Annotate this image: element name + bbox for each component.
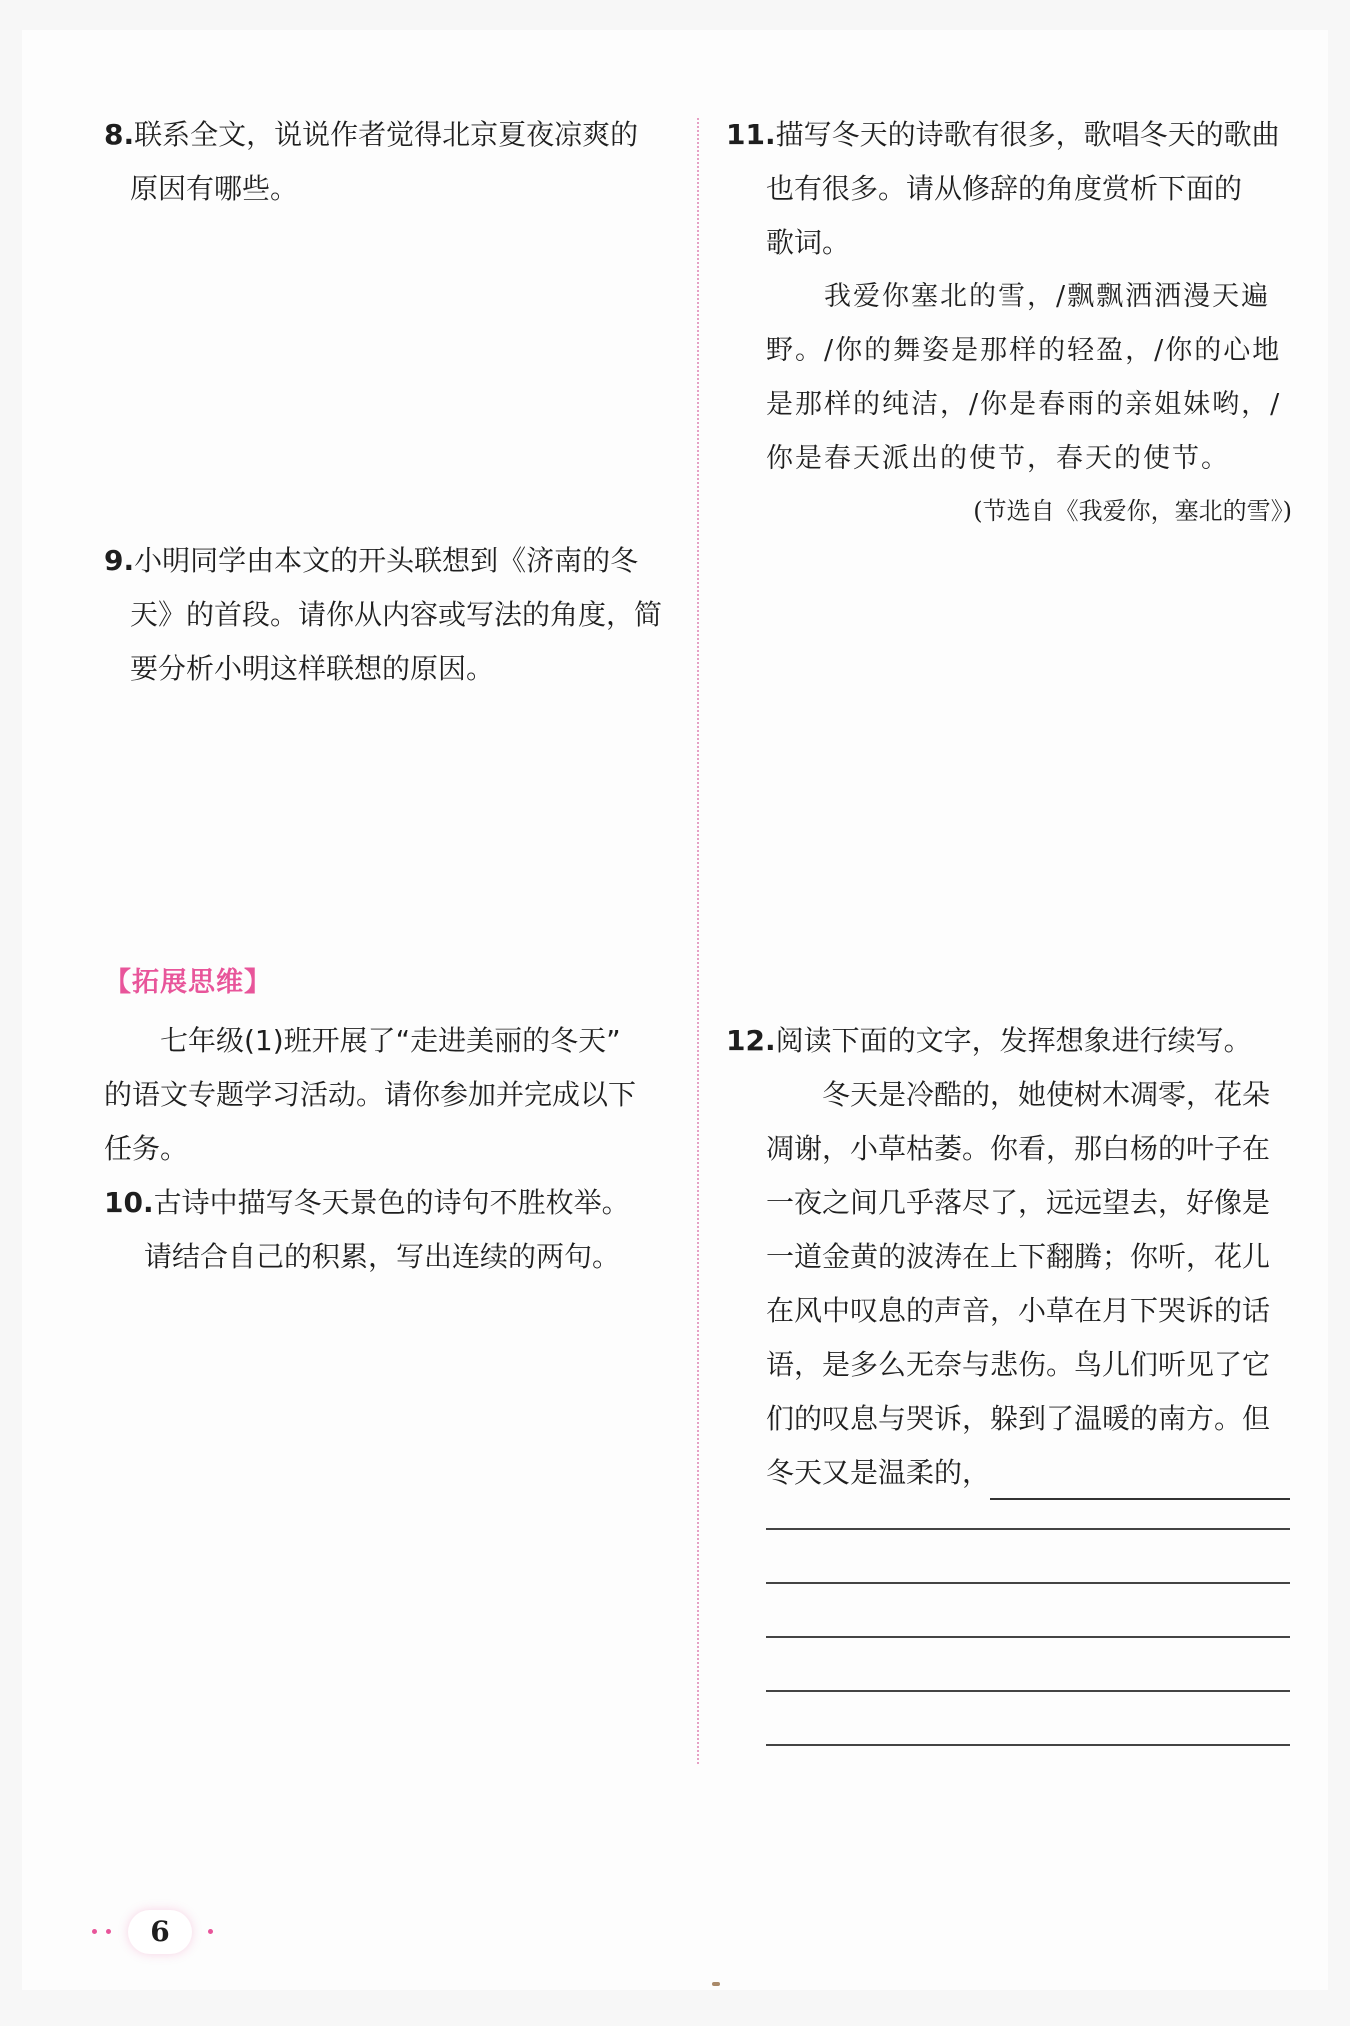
answer-line-2[interactable] <box>766 1582 1290 1584</box>
prompt-line-6: 语，是多么无奈与悲伤。鸟儿们听见了它 <box>766 1348 1271 1381</box>
question-11-line-2: 也有很多。请从修辞的角度赏析下面的 <box>766 172 1243 205</box>
answer-blank-inline[interactable] <box>990 1468 1290 1500</box>
question-9-line-3: 要分析小明这样联想的原因。 <box>130 652 495 685</box>
question-8-line-1: 联系全文，说说作者觉得北京夏夜凉爽的 <box>134 118 639 151</box>
answer-line-4[interactable] <box>766 1690 1290 1692</box>
question-10-line-2: 请结合自己的积累，写出连续的两句。 <box>144 1240 621 1273</box>
column-divider <box>697 118 699 1764</box>
section-intro <box>104 1014 674 1176</box>
lyrics-line-3: 是那样的纯洁，/你是春雨的亲姐妹哟，/ <box>766 389 1282 420</box>
prompt-line-1: 冬天是冷酷的，她使树木凋零，花朵 <box>822 1078 1271 1111</box>
lyrics-source: (节选自《我爱你，塞北的雪》) <box>973 497 1292 525</box>
question-9-line-2: 天》的首段。请你从内容或写法的角度，简 <box>130 598 663 631</box>
prompt-line-8: 冬天又是温柔的， <box>766 1456 991 1489</box>
paper-speck <box>712 1982 720 1986</box>
question-9 <box>104 534 674 696</box>
question-10-line-1: 古诗中描写冬天景色的诗句不胜枚举。 <box>153 1186 630 1219</box>
prompt-line-7: 们的叹息与哭诉，躲到了温暖的南方。但 <box>766 1402 1271 1435</box>
question-8-line-2: 原因有哪些。 <box>130 172 299 205</box>
lyrics-line-1: 我爱你塞北的雪，/飘飘洒洒漫天遍 <box>824 281 1271 312</box>
question-12-line-1: 阅读下面的文字，发挥想象进行续写。 <box>775 1024 1252 1057</box>
question-9-line-1: 小明同学由本文的开头联想到《济南的冬 <box>134 544 639 577</box>
prompt-line-3: 一夜之间几乎落尽了，远远望去，好像是 <box>766 1186 1271 1219</box>
question-11-line-1: 描写冬天的诗歌有很多，歌唱冬天的歌曲 <box>775 118 1280 151</box>
page-number-badge <box>92 1910 232 1960</box>
decor-dot-left-2 <box>106 1929 111 1934</box>
question-10-number: 10. <box>104 1186 154 1219</box>
section-intro-line-3: 任务。 <box>104 1132 189 1165</box>
lyrics-line-2: 野。/你的舞姿是那样的轻盈，/你的心地 <box>766 335 1282 366</box>
decor-dot-right <box>208 1929 213 1934</box>
question-12-number: 12. <box>726 1024 776 1057</box>
prompt-line-5: 在风中叹息的声音，小草在月下哭诉的话 <box>766 1294 1271 1327</box>
section-intro-line-2: 的语文专题学习活动。请你参加并完成以下 <box>104 1078 637 1111</box>
question-11-number: 11. <box>726 118 776 151</box>
answer-line-1[interactable] <box>766 1528 1290 1530</box>
question-11 <box>726 108 1292 536</box>
question-9-number: 9. <box>104 544 135 577</box>
question-11-line-3: 歌词。 <box>766 226 851 259</box>
page-number: 6 <box>128 1910 192 1954</box>
lyrics-line-4: 你是春天派出的使节，春天的使节。 <box>766 443 1230 474</box>
prompt-line-4: 一道金黄的波涛在上下翻腾；你听，花儿 <box>766 1240 1271 1273</box>
section-tag-extended-thinking: 【拓展思维】 <box>104 967 272 998</box>
section-intro-line-1: 七年级(1)班开展了“走进美丽的冬天” <box>160 1024 621 1057</box>
question-10 <box>104 1176 674 1284</box>
question-8 <box>104 108 674 216</box>
answer-line-5[interactable] <box>766 1744 1290 1746</box>
answer-line-3[interactable] <box>766 1636 1290 1638</box>
decor-dot-left <box>92 1929 97 1934</box>
question-8-number: 8. <box>104 118 135 151</box>
question-12 <box>726 1014 1292 1500</box>
prompt-line-2: 凋谢，小草枯萎。你看，那白杨的叶子在 <box>766 1132 1271 1165</box>
